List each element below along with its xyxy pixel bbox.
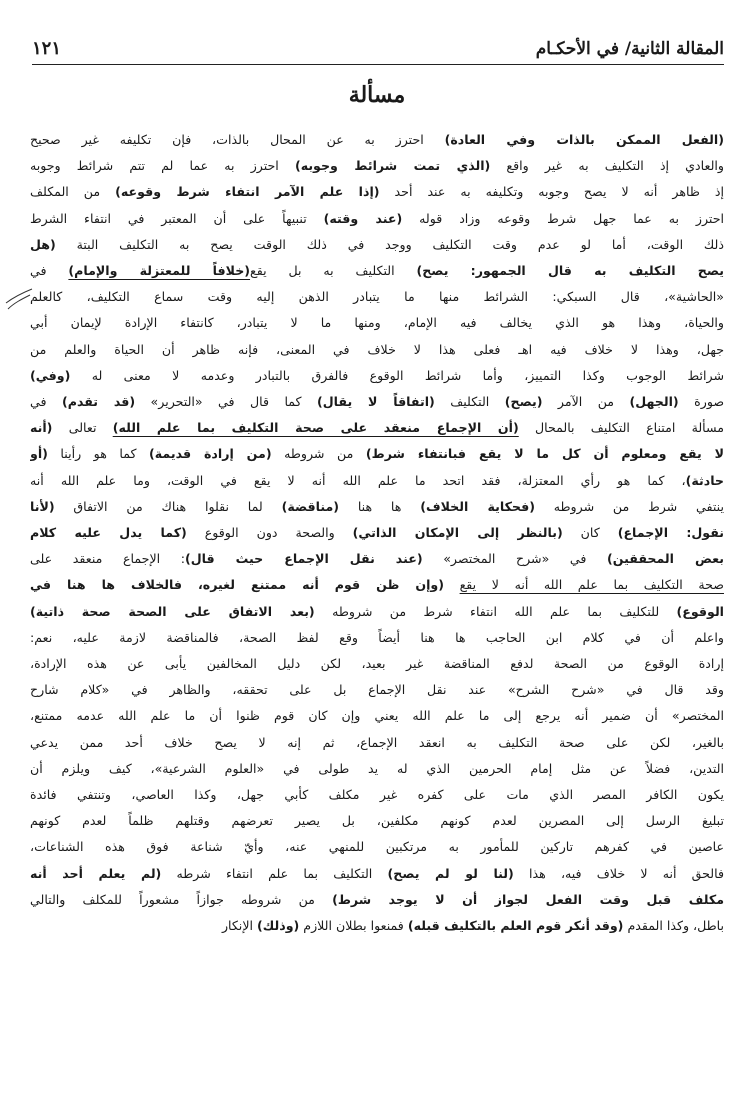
bold-text: (وفي) bbox=[30, 367, 71, 383]
text-line bbox=[30, 389, 724, 415]
bold-text: (أو bbox=[30, 446, 48, 462]
text-segment: صورة bbox=[678, 394, 724, 410]
text-segment: فالحق أنه لا خلاف فيه، هذا bbox=[513, 865, 724, 881]
bold-text: (قد تقدم) bbox=[61, 394, 136, 410]
text-line bbox=[30, 153, 724, 179]
text-segment: في «شرح المختصر» bbox=[422, 551, 608, 567]
bold-text: يصح التكليف به قال الجمهور: يصح) bbox=[416, 263, 724, 279]
text-segment: «الحاشية»، قال السبكي: الشرائط منها ما يتبادر الذهن إليه وقت سماع التكليف، كالعلم bbox=[30, 289, 724, 305]
text-line bbox=[30, 808, 724, 834]
text-segment: ينتفي شرط من شروطه bbox=[534, 498, 724, 514]
text-segment: شرائط الوجوب وكذا التمييز، وأما شرائط الوقوع فالفرق بالتبادر وعدمه لا معنى له bbox=[70, 367, 724, 383]
bold-text: (وقد أنكر قوم العلم بالتكليف قبله) bbox=[407, 918, 624, 934]
text-segment: عاصين في كفرهم تاركين للمأمور به مرتكبين للمنهي عنه، وأيّ شناعة فوق هذه الشناعات، bbox=[30, 839, 724, 855]
bold-text: (لأنا bbox=[30, 498, 55, 514]
bold-text: (أنه bbox=[30, 420, 53, 436]
text-segment: واعلم أن في كلام ابن الحاجب ها هنا أيضاً وقع لفظ الصحة، فالمناقضة لازمة عليه، نعم: bbox=[30, 629, 724, 645]
text-line bbox=[30, 625, 724, 651]
text-segment: مسألة امتناع التكليف بالمحال bbox=[518, 420, 724, 436]
text-line bbox=[30, 677, 724, 703]
text-segment: التكليف به بل يقع bbox=[250, 263, 417, 279]
text-segment: لما نقلوا هناك من الاتفاق bbox=[54, 498, 282, 514]
text-segment: ، كما هو رأي المعتزلة، فقد اتحد ما علم الله أنه لا يقع في الوقت، وما علم الله أنه bbox=[30, 472, 686, 488]
text-segment: وقد قال في «شرح الشرح» عند نقل الإجماع بل على تحققه، والظاهر في «كلام شارح bbox=[30, 682, 724, 698]
bold-text: (الذي تمت شرائط وجوبه) bbox=[294, 158, 491, 174]
bold-text: (عند نقل الإجماع حيث قال) bbox=[185, 551, 423, 567]
bold-text: نقول: الإجماع) bbox=[617, 525, 724, 541]
text-segment: والحياة، وهذا هو الذي يخالف فيه الإمام، ومنها ما لا يتبادر، كانتفاء الإرادة لإيمان أبي bbox=[30, 315, 724, 331]
text-segment: من شروطه bbox=[271, 446, 366, 462]
text-segment: كان bbox=[562, 525, 618, 541]
text-segment: الإنكار bbox=[221, 918, 258, 934]
text-line bbox=[30, 310, 724, 336]
text-segment: احترز به عما لم تتم شرائط وجوبه bbox=[30, 158, 295, 174]
text-segment: تنبيهاً على أن المعتبر في انتفاء الشرط bbox=[30, 210, 324, 226]
text-segment: للتكليف بما علم الله انتفاء شرط من شروطه bbox=[314, 603, 677, 619]
text-line bbox=[30, 206, 724, 232]
bold-text: لا يقع ومعلوم أن كل ما لا يقع فبانتفاء شرط) bbox=[365, 446, 724, 462]
text-segment bbox=[444, 577, 460, 592]
text-segment: صحة التكليف بما علم الله أنه لا يقع bbox=[459, 577, 724, 593]
text-segment: والعادي إذ التكليف به غير واقع bbox=[490, 158, 724, 174]
bold-text: (هل bbox=[30, 236, 56, 252]
bold-text: (الفعل الممكن بالذات وفي العادة) bbox=[444, 132, 724, 147]
text-segment: في bbox=[30, 263, 69, 279]
text-line bbox=[30, 258, 724, 284]
text-segment: ها هنا bbox=[339, 498, 421, 514]
text-segment: : الإجماع منعقد على bbox=[30, 551, 185, 567]
text-line bbox=[30, 284, 724, 310]
text-segment: إذ ظاهر أنه لا يصح وجوبه وتكليفه به عند أحد bbox=[379, 184, 724, 200]
text-segment: والصحة دون الوقوع bbox=[186, 525, 353, 541]
text-segment: ذلك الوقت، أما لو عدم وقت التكليف ووجد في ذلك الوقت يصح به التكليف البتة bbox=[55, 236, 724, 252]
text-segment: إرادة الوقوع من الصحة لدفع المناقضة غير بعيد، لكن دليل المخالفين يأبى عن هذه الإرادة، bbox=[30, 656, 724, 672]
text-line bbox=[30, 834, 724, 860]
text-segment: تعالى bbox=[52, 420, 113, 436]
text-line bbox=[30, 127, 724, 153]
bold-text: (بالنظر إلى الإمكان الذاتي) bbox=[352, 525, 563, 541]
text-line bbox=[30, 756, 724, 782]
text-segment: احترز به عما جهل شرط وقوعه وزاد قوله bbox=[402, 210, 724, 226]
bold-text: مكلف قبل وقت الفعل لجواز أن لا يوجد شرط) bbox=[332, 891, 724, 907]
text-line bbox=[30, 494, 724, 520]
bold-text: (من إرادة قديمة) bbox=[149, 446, 272, 462]
bold-text: (وإن ظن قوم أنه ممتنع لغيره، فالخلاف ها هنا في bbox=[30, 577, 444, 593]
text-segment: التدين، فضلاً عن مثل إمام الحرمين الذي له يد طولى في «العلوم الشرعية»، كيف ويلزم أن bbox=[30, 760, 724, 776]
body-text bbox=[30, 127, 724, 1074]
text-line bbox=[30, 913, 724, 939]
bold-text: (لم يعلم أحد أنه bbox=[30, 865, 162, 881]
text-segment: احترز به عن المحال بالذات، فإن تكليفه غير صحيح bbox=[30, 132, 445, 147]
text-segment: كما قال في «التحرير» bbox=[135, 394, 317, 410]
text-segment: المختصر» أن ضمير أنه يرجع إلى ما علم الله يعني وإن كان قوم ظنوا أن ما علم الله عدمه ممتنع، bbox=[30, 708, 724, 724]
text-segment: بالغير، لكن على صحة التكليف به انعقد الإجماع، ثم إنه لا يصح خلاف أحد ممن يدعي bbox=[30, 734, 724, 750]
bold-text: (لنا لو لم يصح) bbox=[387, 865, 514, 881]
bold-text: حادثة) bbox=[685, 472, 724, 488]
text-segment: في bbox=[30, 394, 62, 410]
text-line bbox=[30, 468, 724, 494]
text-line bbox=[30, 363, 724, 389]
text-line bbox=[30, 599, 724, 625]
bold-text: (وذلك) bbox=[257, 918, 300, 934]
bold-text: (خلافاً للمعتزلة والإمام) bbox=[68, 263, 251, 279]
text-segment: باطل، وكذا المقدم bbox=[623, 918, 724, 934]
bold-text: (اتفاقاً لا يقال) bbox=[317, 394, 435, 410]
bold-text: الوقوع) bbox=[676, 603, 724, 619]
text-line bbox=[30, 415, 724, 441]
running-title: المقالة الثانية/ في الأحكـام bbox=[535, 39, 724, 59]
text-line bbox=[30, 520, 724, 546]
bold-text: (يصح) bbox=[504, 394, 543, 410]
text-line bbox=[30, 179, 724, 205]
page-number: ١٢١ bbox=[32, 38, 62, 59]
text-line bbox=[30, 703, 724, 729]
bold-text: بعض المحققين) bbox=[607, 551, 724, 567]
text-segment: التكليف بما علم انتفاء شرطه bbox=[161, 865, 388, 881]
bold-text: (مناقضة) bbox=[281, 498, 340, 514]
section-title: مسألة bbox=[348, 82, 406, 108]
text-line bbox=[30, 651, 724, 677]
text-segment: جهل، وهذا لا خلاف فيه اهـ فعلى هذا لا خلاف في المعنى، فإنه ظاهر أن الحياة والعلم من bbox=[30, 341, 724, 357]
text-line bbox=[30, 730, 724, 756]
text-line bbox=[30, 441, 724, 467]
text-segment: تبليغ الرسل إلى المصرين لعدم كونهم مكلفين، بل يصير تعرضهم وقتلهم ظلماً لعدم كونهم bbox=[30, 813, 724, 829]
text-line bbox=[30, 861, 724, 887]
text-line bbox=[30, 887, 724, 913]
text-segment: كما هو رأينا bbox=[47, 446, 149, 462]
bold-text: (كما يدل عليه كلام bbox=[30, 525, 187, 541]
text-line bbox=[30, 546, 724, 572]
text-line bbox=[30, 782, 724, 808]
page-header bbox=[32, 32, 724, 65]
text-line bbox=[30, 337, 724, 363]
text-segment: من الآمر bbox=[542, 394, 630, 410]
text-segment: من المكلف bbox=[30, 184, 116, 200]
text-segment: التكليف bbox=[434, 394, 505, 410]
bold-text: (فحكاية الخلاف) bbox=[420, 498, 535, 514]
bold-text: (الجهل) bbox=[629, 394, 679, 410]
bold-text: (أن الإجماع منعقد على صحة التكليف بما علم الله) bbox=[112, 420, 519, 436]
bold-text: (بعد الاتفاق على الصحة صحة ذاتية) bbox=[30, 603, 315, 619]
bold-text: (عند وقته) bbox=[323, 210, 403, 226]
text-line bbox=[30, 572, 724, 598]
text-segment: يكون الكافر المصر الذي مات على كفره غير مكلف كأبي جهل، وكذا العاصي، وتنتفي فائدة bbox=[30, 787, 724, 803]
bold-text: (إذا علم الآمر انتفاء شرط وقوعه) bbox=[115, 184, 380, 200]
text-segment: فمنعوا بطلان اللازم bbox=[299, 918, 408, 934]
text-segment: من شروطه جوازاً مشعوراً للمكلف والتالي bbox=[30, 891, 333, 907]
text-line bbox=[30, 232, 724, 258]
